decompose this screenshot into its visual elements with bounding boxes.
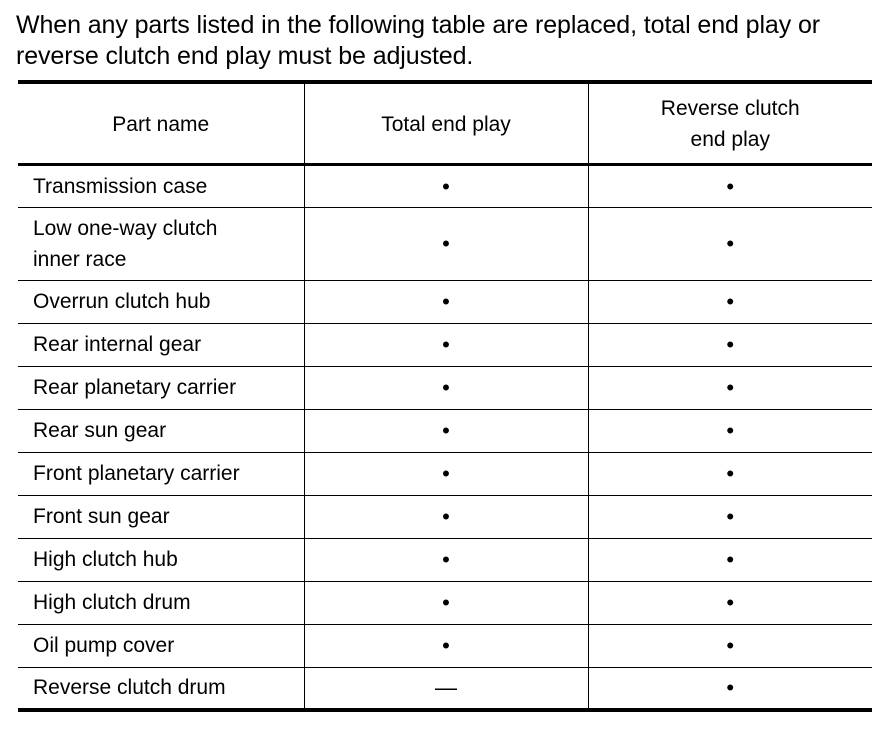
total-end-play-cell: • xyxy=(304,624,588,667)
table-header-row xyxy=(18,82,872,164)
reverse-clutch-end-play-cell: • xyxy=(588,207,872,280)
total-end-play-cell: • xyxy=(304,452,588,495)
part-name-cell: Rear sun gear xyxy=(18,409,304,452)
header-part-name: Part name xyxy=(18,82,304,164)
header-reverse-clutch-end-play: Reverse clutch end play xyxy=(588,82,872,164)
reverse-clutch-end-play-cell: • xyxy=(588,538,872,581)
total-end-play-cell: • xyxy=(304,280,588,323)
table-row xyxy=(18,409,872,452)
header-total-end-play: Total end play xyxy=(304,82,588,164)
part-name-cell: Rear internal gear xyxy=(18,323,304,366)
part-name-cell: Rear planetary carrier xyxy=(18,366,304,409)
reverse-clutch-end-play-cell: • xyxy=(588,280,872,323)
total-end-play-cell: • xyxy=(304,366,588,409)
reverse-clutch-end-play-cell: • xyxy=(588,409,872,452)
table-row xyxy=(18,207,872,280)
table-row xyxy=(18,538,872,581)
table-row xyxy=(18,164,872,207)
end-play-table-container xyxy=(18,80,872,712)
end-play-table xyxy=(18,80,872,712)
part-name-cell: Overrun clutch hub xyxy=(18,280,304,323)
total-end-play-cell: • xyxy=(304,164,588,207)
table-row xyxy=(18,366,872,409)
total-end-play-cell: • xyxy=(304,323,588,366)
part-name-cell: Front sun gear xyxy=(18,495,304,538)
reverse-clutch-end-play-cell: • xyxy=(588,624,872,667)
table-row xyxy=(18,280,872,323)
total-end-play-cell: • xyxy=(304,409,588,452)
total-end-play-cell: • xyxy=(304,207,588,280)
part-name-cell: High clutch drum xyxy=(18,581,304,624)
table-row xyxy=(18,495,872,538)
table-row xyxy=(18,667,872,710)
part-name-cell: High clutch hub xyxy=(18,538,304,581)
reverse-clutch-end-play-cell: • xyxy=(588,581,872,624)
total-end-play-cell: • xyxy=(304,495,588,538)
reverse-clutch-end-play-cell: • xyxy=(588,667,872,710)
reverse-clutch-end-play-cell: • xyxy=(588,495,872,538)
total-end-play-cell: • xyxy=(304,538,588,581)
intro-text: When any parts listed in the following table are replaced, total end play or reverse clutch end play must be adjusted. xyxy=(16,11,820,70)
part-name-cell: Oil pump cover xyxy=(18,624,304,667)
table-row xyxy=(18,581,872,624)
reverse-clutch-end-play-cell: • xyxy=(588,366,872,409)
table-row xyxy=(18,452,872,495)
part-name-cell: Reverse clutch drum xyxy=(33,676,226,700)
reverse-clutch-end-play-cell: • xyxy=(588,452,872,495)
part-name-cell: Front planetary carrier xyxy=(18,452,304,495)
reverse-clutch-end-play-cell: • xyxy=(588,323,872,366)
reverse-clutch-end-play-cell: • xyxy=(588,164,872,207)
part-name-cell: Transmission case xyxy=(18,164,304,207)
total-end-play-cell: — xyxy=(304,667,588,710)
part-name-cell: Low one-way clutch inner race xyxy=(18,207,304,280)
total-end-play-cell: • xyxy=(304,581,588,624)
table-row xyxy=(18,323,872,366)
table-row xyxy=(18,624,872,667)
